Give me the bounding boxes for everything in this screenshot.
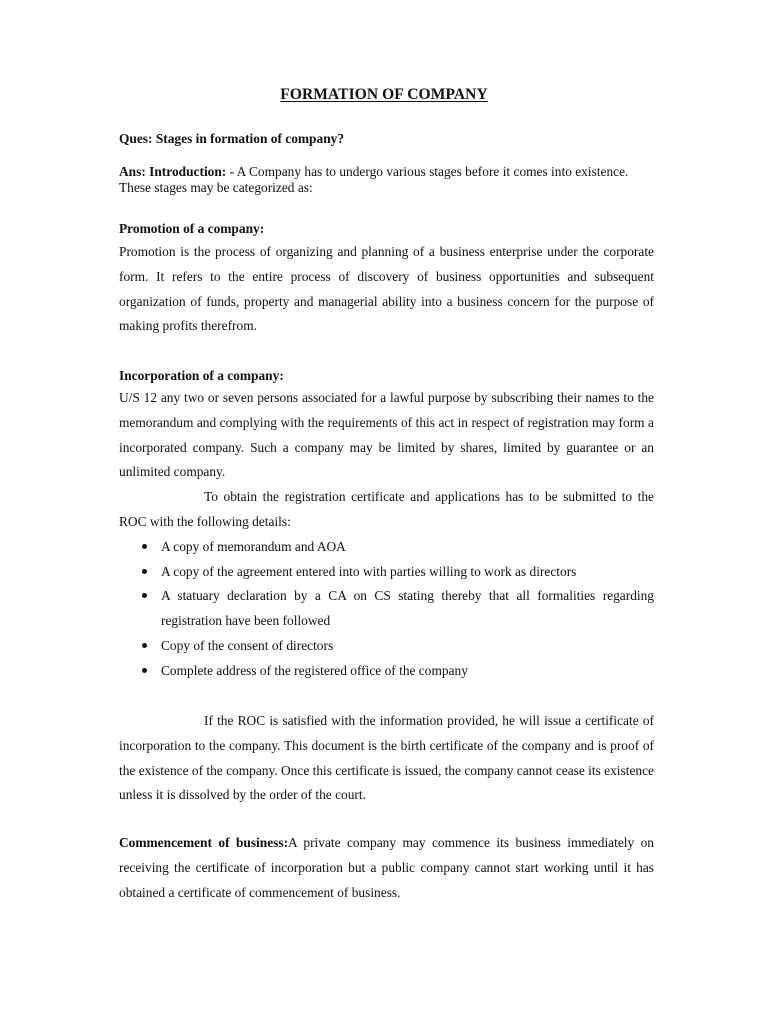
incorporation-body: [119, 386, 654, 684]
commencement-body: A private company may commence its business immediately on receiving the certificate of incorporation but a public company cannot start working until it has obtained a certificate of commencement of business.: [119, 835, 654, 900]
list-item: [119, 634, 654, 659]
answer-introduction: [119, 164, 654, 196]
registration-details-list: [119, 535, 654, 684]
bullet-icon: [142, 593, 147, 598]
list-item-text: A copy of the agreement entered into with parties willing to work as directors: [161, 563, 577, 579]
bullet-icon: [142, 544, 147, 549]
list-item-text: Copy of the consent of directors: [161, 637, 334, 653]
list-item-text: A copy of memorandum and AOA: [161, 538, 346, 554]
registration-details-intro: To obtain the registration certificate and applications has to be submitted to the ROC with the following details:: [119, 489, 654, 529]
question-line: Ques: Stages in formation of company?: [119, 131, 345, 146]
incorporation-paragraph: U/S 12 any two or seven persons associated for a lawful purpose by subscribing their names to the memorandum and complying with the requirements of this act in respect of registration may form a incorporated company. Such a company may be limited by shares, limited by guarantee or an unlimited company.: [119, 390, 654, 480]
commencement-paragraph: [119, 831, 654, 905]
bullet-icon: [142, 643, 147, 648]
list-item: [119, 560, 654, 585]
promotion-body: Promotion is the process of organizing and planning of a business enterprise under the corporate form. It refers to the entire process of discovery of business opportunities and subsequent organization of funds, property and managerial ability into a business concern for the purpose of making profits therefrom.: [119, 244, 654, 334]
bullet-icon: [142, 668, 147, 673]
roc-paragraph: If the ROC is satisfied with the information provided, he will issue a certificate of incorporation to the company. This document is the birth certificate of the company and is proof of the existence of the company. Once this certificate is issued, the company cannot cease its existence unless it is dissolved by the order of the court.: [119, 713, 654, 803]
list-item: [119, 535, 654, 560]
list-item-text: Complete address of the registered office of the company: [161, 662, 468, 678]
list-item-text: A statuary declaration by a CA on CS stating thereby that all formalities regarding registration have been followed: [161, 588, 654, 629]
document-title: FORMATION OF COMPANY: [280, 86, 488, 103]
incorporation-heading: Incorporation of a company:: [119, 368, 284, 383]
list-item: [119, 659, 654, 684]
list-item: [119, 584, 654, 634]
promotion-heading: Promotion of a company:: [119, 221, 265, 236]
answer-label: Ans: Introduction: -: [119, 164, 235, 179]
bullet-icon: [142, 569, 147, 574]
commencement-heading: Commencement of business:: [119, 835, 289, 850]
answer-text: A Company has to undergo various stages before it comes into existence. These stages may be categorized as:: [119, 164, 629, 195]
